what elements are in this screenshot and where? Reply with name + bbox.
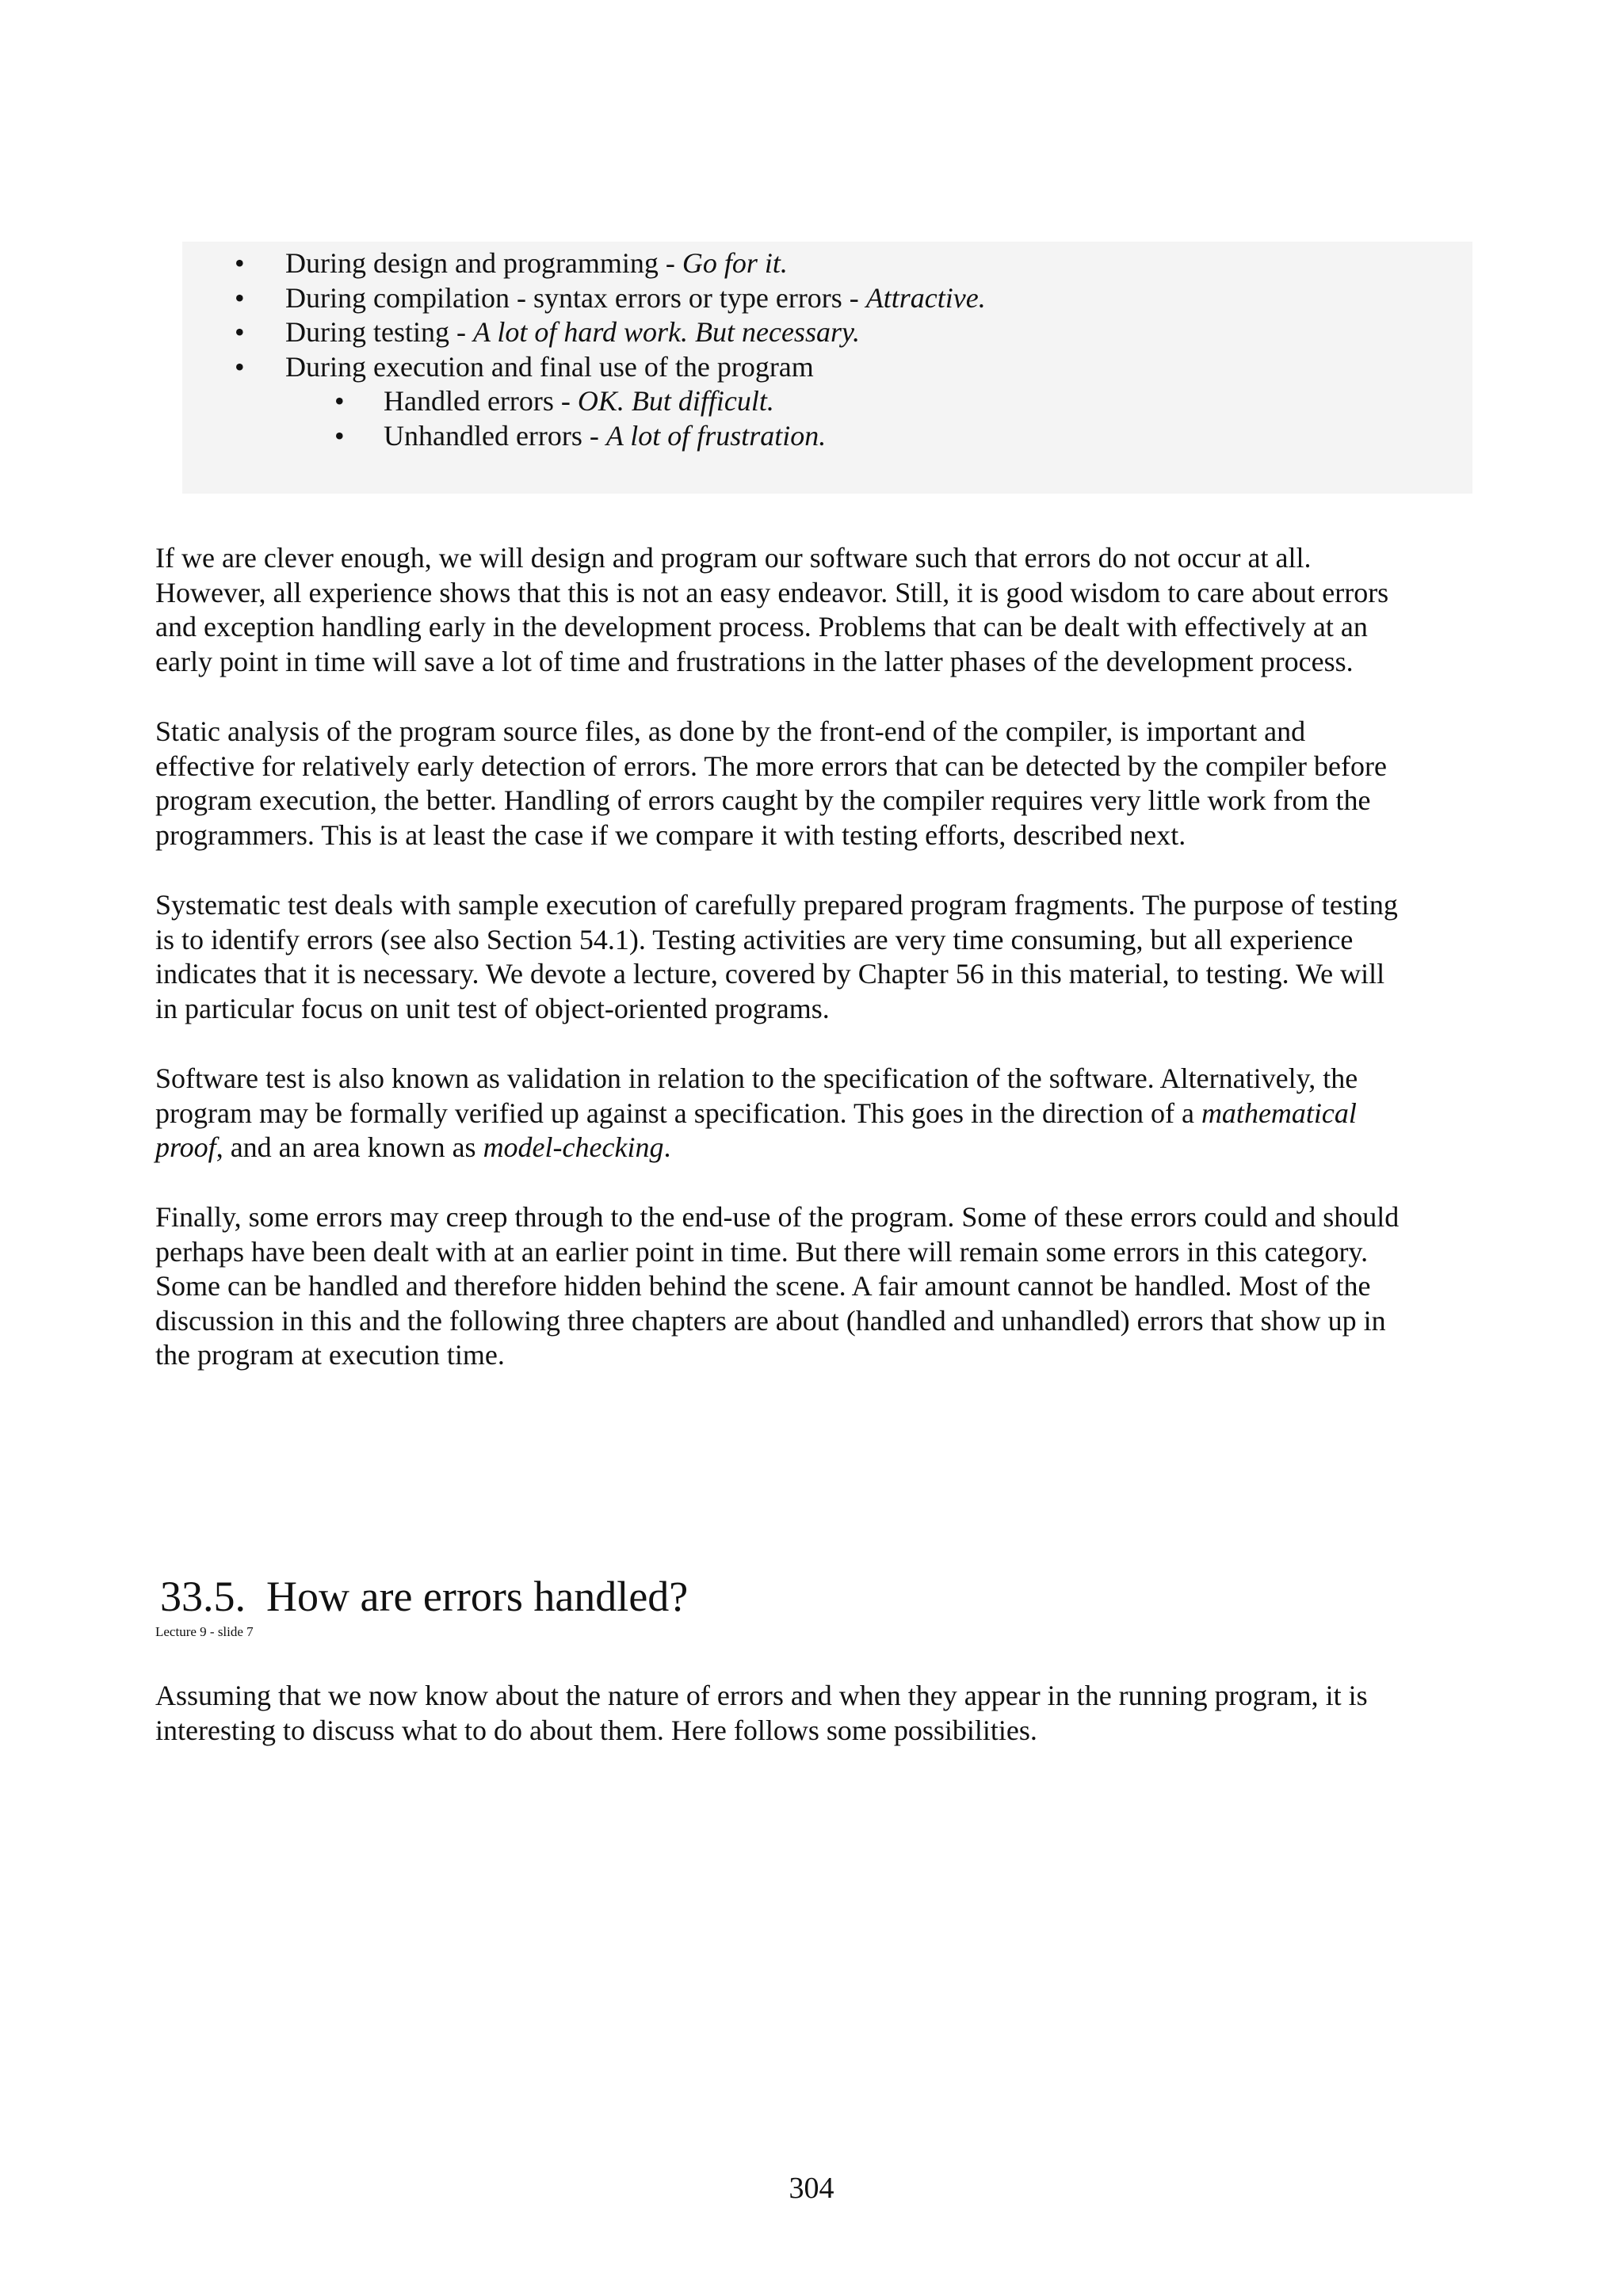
text-line: However, all experience shows that this is not an easy endeavor. Still, it is good wisdom to care about errors [155, 576, 1389, 608]
paragraph-end-use [155, 1200, 1487, 1373]
list-item [182, 315, 986, 350]
bullet-text: During compilation - syntax errors or type errors - [285, 281, 866, 314]
text-line: perhaps have been dealt with at an earlier point in time. But there will remain some errors in this category. [155, 1235, 1369, 1268]
text-line: effective for relatively early detection of errors. The more errors that can be detected by the compiler before [155, 749, 1387, 782]
bullet-emphasis: A lot of frustration. [605, 419, 827, 452]
text-run: . [663, 1131, 671, 1163]
section-heading [160, 1573, 688, 1620]
paragraph-assuming [155, 1679, 1487, 1748]
bullet-emphasis: Go for it. [682, 247, 788, 279]
summary-box [182, 242, 1472, 494]
text-line: If we are clever enough, we will design and program our software such that errors do not occur at all. [155, 542, 1312, 574]
text-line [155, 1097, 1487, 1131]
sub-list-item [182, 419, 986, 454]
paragraph-clever-design [155, 541, 1487, 679]
text-line: is to identify errors (see also Section 54.1). Testing activities are very time consuming, but all experience [155, 923, 1354, 955]
list-item [182, 281, 986, 316]
text-line: Software test is also known as validation in relation to the specification of the software. Alternatively, the [155, 1062, 1358, 1094]
text-run: , and an area known as [216, 1131, 483, 1163]
section-title: How are errors handled? [266, 1573, 689, 1620]
list-item [182, 350, 986, 385]
bullet-text: Unhandled errors - [384, 419, 606, 452]
emphasis-model-checking: model-checking [483, 1131, 664, 1163]
bullet-emphasis: OK. But difficult. [577, 385, 774, 417]
bullet-emphasis: Attractive. [865, 281, 986, 314]
text-run: program may be formally verified up against a specification. This goes in the direction of a [155, 1097, 1201, 1129]
sub-list-item [182, 384, 986, 419]
bullet-text: During testing - [285, 316, 473, 348]
page-number: 304 [789, 2172, 834, 2205]
slide-reference: Lecture 9 - slide 7 [155, 1624, 254, 1639]
bullet-emphasis: A lot of hard work. But necessary. [472, 316, 860, 348]
bullet-text: During design and programming - [285, 247, 682, 279]
text-line: the program at execution time. [155, 1339, 505, 1371]
text-line: Some can be handled and therefore hidden behind the scene. A fair amount cannot be handled. Most of the [155, 1270, 1371, 1302]
text-line: Finally, some errors may creep through to the end-use of the program. Some of these errors could and should [155, 1201, 1400, 1233]
paragraph-static-analysis [155, 715, 1487, 852]
emphasis-proof: proof [155, 1131, 216, 1163]
text-line: Static analysis of the program source files, as done by the front-end of the compiler, is important and [155, 715, 1306, 747]
text-line: Systematic test deals with sample execution of carefully prepared program fragments. The purpose of testing [155, 889, 1398, 921]
text-line: early point in time will save a lot of time and frustrations in the latter phases of the development process. [155, 645, 1354, 677]
list-item [182, 246, 986, 281]
text-line: programmers. This is at least the case if we compare it with testing efforts, described next. [155, 818, 1186, 851]
paragraph-software-test [155, 1062, 1487, 1165]
emphasis-mathematical: mathematical [1201, 1097, 1357, 1129]
text-line: indicates that it is necessary. We devote a lecture, covered by Chapter 56 in this material, to testing. We will [155, 958, 1385, 990]
paragraph-systematic-test [155, 888, 1487, 1026]
text-line: in particular focus on unit test of object-oriented programs. [155, 992, 830, 1024]
text-line: Assuming that we now know about the nature of errors and when they appear in the running program, it is [155, 1680, 1368, 1711]
bullet-list [182, 246, 986, 453]
text-line: discussion in this and the following three chapters are about (handled and unhandled) errors that show up in [155, 1304, 1386, 1337]
bullet-text: During execution and final use of the program [285, 350, 814, 383]
section-number: 33.5. [160, 1573, 246, 1620]
text-line: and exception handling early in the development process. Problems that can be dealt with effectively at an [155, 611, 1368, 643]
bullet-text: Handled errors - [384, 385, 578, 417]
text-line [155, 1131, 1487, 1165]
text-line: program execution, the better. Handling of errors caught by the compiler requires very little work from the [155, 784, 1371, 816]
text-line: interesting to discuss what to do about them. Here follows some possibilities. [155, 1714, 1037, 1746]
